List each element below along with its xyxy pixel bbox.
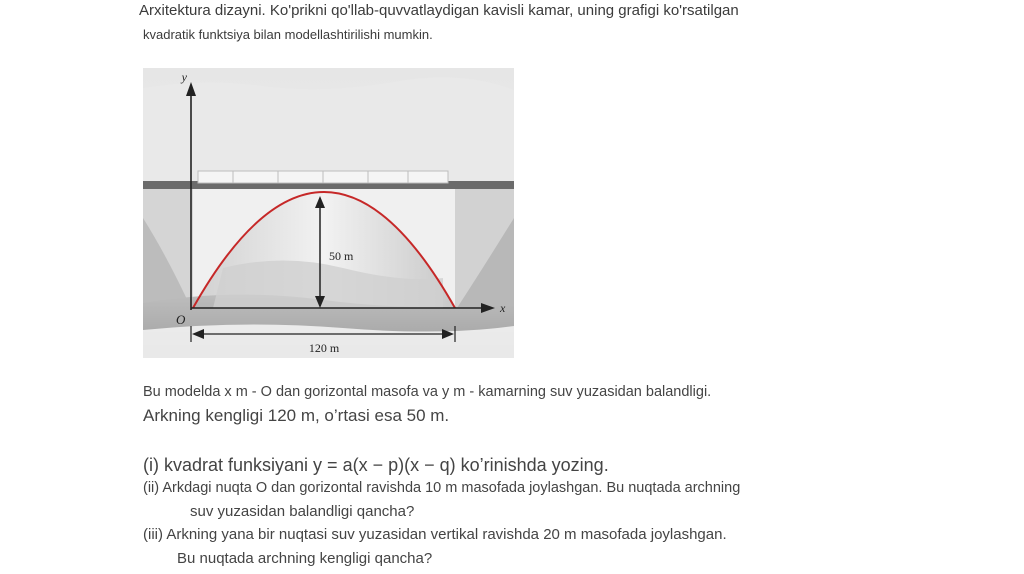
y-axis-label: y [181,70,187,84]
question-2-line-2: suv yuzasidan balandligi qancha? [190,503,415,520]
width-label: 120 m [308,341,340,355]
bridge-arch-figure [143,68,514,358]
intro-line-2: kvadratik funktsiya bilan modellashtirilishi mumkin. [143,27,433,42]
intro-line-1: Arxitektura dizayni. Ko'prikni qo'llab-quvvatlaydigan kavisli kamar, uning grafigi ko'rsatilgan [139,2,739,19]
bridge-arch-illustration [143,68,514,358]
distant-terrain [143,78,514,187]
x-axis-label: x [500,301,506,315]
question-3-line-2: Bu nuqtada archning kengligi qancha? [177,550,433,567]
question-2-line-1: (ii) Arkdagi nuqta O dan gorizontal ravishda 10 m masofada joylashgan. Bu nuqtada archning [143,480,741,496]
height-label: 50 m [329,249,354,263]
model-description: Bu modelda x m - O dan gorizontal masofa va y m - kamarning suv yuzasidan balandligi. [143,384,712,400]
arch-dimensions: Arkning kengligi 120 m, o’rtasi esa 50 m. [143,406,450,425]
question-3-line-1: (iii) Arkning yana bir nuqtasi suv yuzasidan vertikal ravishda 20 m masofada joylashgan. [143,526,727,543]
origin-label: O [176,312,186,327]
question-1: (i) kvadrat funksiyani y = a(x − p)(x − q) ko’rinishda yozing. [143,455,609,475]
